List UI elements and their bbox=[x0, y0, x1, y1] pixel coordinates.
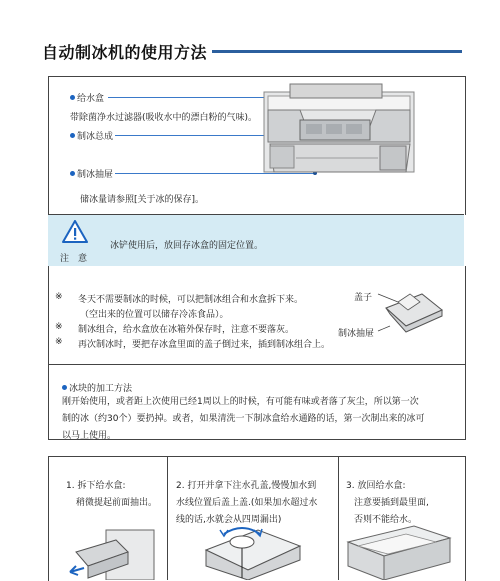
water-box-description: 带除菌净水过滤器(吸收水中的漂白粉的气味)。 bbox=[70, 113, 258, 123]
bullet-dot-icon bbox=[62, 385, 67, 390]
page-title: 自动制冰机的使用方法 bbox=[42, 43, 208, 62]
note-mark: ※ bbox=[55, 292, 63, 302]
bullet-dot-icon bbox=[70, 171, 75, 176]
icemaker-illustration bbox=[260, 80, 420, 180]
caution-text: 冰铲使用后，放回存冰盒的固定位置。 bbox=[110, 241, 264, 251]
step-line: 注意要插到最里面, bbox=[354, 498, 429, 508]
paragraph-line: 制的冰（约30个）要扔掉。或者，如果清洗一下制冰盒给水通路的话，第一次制出来的冰可 bbox=[62, 414, 425, 424]
processing-title-text: 冰块的加工方法 bbox=[69, 384, 133, 394]
ice-assembly-label: 制冰总成 bbox=[77, 132, 114, 142]
lid-label: 盖子 bbox=[354, 293, 373, 303]
step-divider bbox=[338, 456, 339, 580]
callout-ice-drawer bbox=[70, 167, 113, 180]
storage-note: 储冰量请参照[关于冰的保存]。 bbox=[80, 195, 205, 205]
reinsert-water-box-illustration bbox=[344, 522, 454, 580]
remove-water-box-illustration bbox=[66, 522, 162, 580]
drawer-label-small: 制冰抽屉 bbox=[338, 329, 375, 339]
fill-water-illustration bbox=[196, 520, 306, 580]
note-line: （空出来的位置可以储存冷冻食品）。 bbox=[80, 310, 229, 320]
paragraph-line: 刚开始使用，或者距上次使用已经1周以上的时候，有可能有味或者落了灰尘，所以第一次 bbox=[62, 397, 419, 407]
step-line: 稍微提起前面抽出。 bbox=[76, 498, 158, 508]
step-divider bbox=[167, 456, 168, 580]
step-1-text bbox=[66, 478, 157, 512]
processing-paragraph bbox=[62, 394, 462, 445]
water-box-label: 给水盒 bbox=[77, 94, 105, 104]
step-line: 1. 拆下给水盒: bbox=[66, 481, 126, 491]
caution-badge bbox=[48, 214, 98, 266]
callout-ice-assembly bbox=[70, 129, 113, 142]
step-line: 线的话,水就会从四周漏出) bbox=[176, 515, 282, 525]
processing-title bbox=[62, 381, 132, 394]
drawer-lid-illustration bbox=[376, 286, 446, 336]
note-line: 制冰组合，给水盒放在冰箱外保存时，注意不要落灰。 bbox=[78, 325, 295, 335]
bullet-dot-icon bbox=[70, 133, 75, 138]
title-rule bbox=[212, 50, 462, 53]
note-mark: ※ bbox=[55, 322, 63, 332]
step-line: 水线位置后盖上盖.(如果加水超过水 bbox=[176, 498, 318, 508]
note-line: 再次制冰时，要把存冰盒里面的盖子倒过来，插到制冰组合上。 bbox=[78, 340, 331, 350]
callout-water-box bbox=[70, 91, 104, 104]
warning-triangle-icon bbox=[62, 220, 88, 243]
note-mark: ※ bbox=[55, 337, 63, 347]
bullet-dot-icon bbox=[70, 95, 75, 100]
caution-label: 注 意 bbox=[60, 254, 88, 264]
paragraph-line: 以马上使用。 bbox=[62, 431, 117, 441]
step-line: 3. 放回给水盒: bbox=[346, 481, 406, 491]
note-line: 冬天不需要制冰的时候，可以把制冰组合和水盒拆下来。 bbox=[78, 295, 304, 305]
step-line: 2. 打开并拿下注水孔盖,慢慢加水到 bbox=[176, 481, 317, 491]
ice-drawer-label: 制冰抽屉 bbox=[77, 170, 114, 180]
step-line: 否则不能给水。 bbox=[354, 515, 418, 525]
